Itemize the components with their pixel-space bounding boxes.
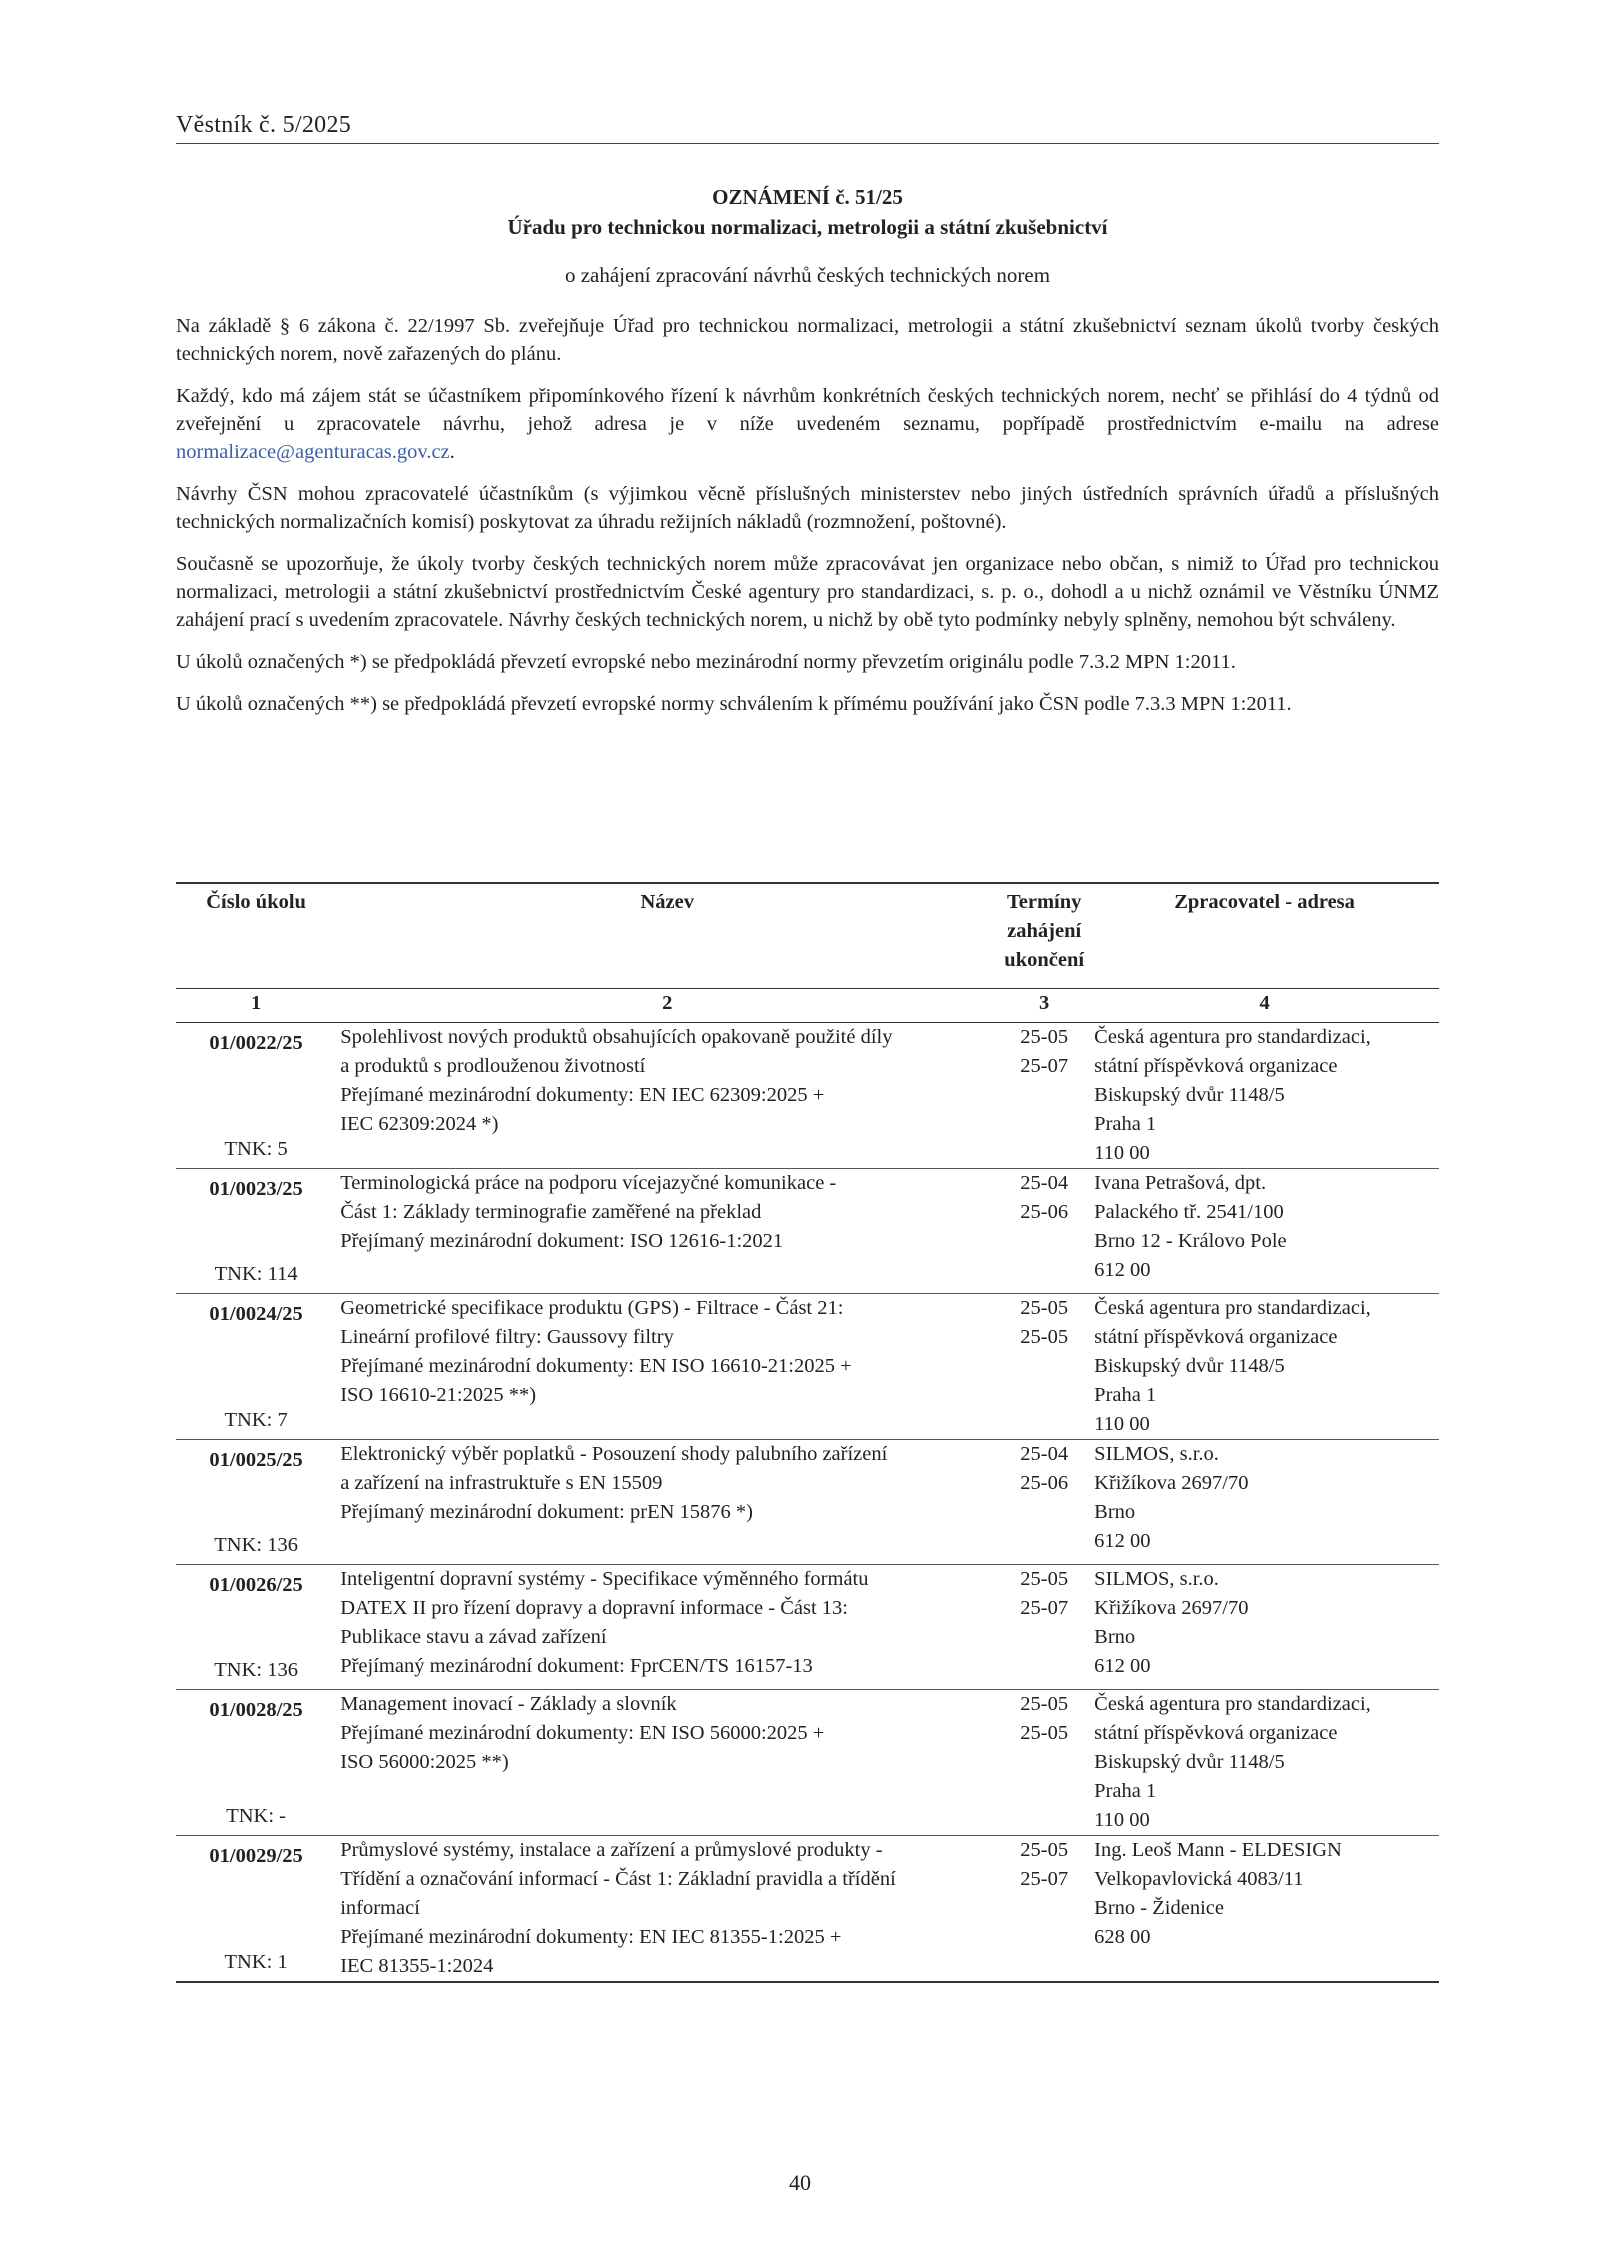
task-end-date: 25-05 xyxy=(1020,1326,1069,1348)
task-id-cell xyxy=(176,1023,336,1169)
table-row xyxy=(176,1836,1439,1983)
processor-address-line: státní příspěvková organizace xyxy=(1094,1722,1338,1744)
task-id: 01/0028/25 xyxy=(209,1699,303,1721)
paragraph-2 xyxy=(176,382,1439,466)
processor-address-line: Ing. Leoš Mann - ELDESIGN xyxy=(1094,1839,1342,1861)
column-number: 2 xyxy=(662,992,673,1014)
task-end-date: 25-07 xyxy=(1020,1868,1069,1890)
announcement-title xyxy=(176,182,1439,242)
table-row xyxy=(176,1565,1439,1690)
processor-address-line: Biskupský dvůr 1148/5 xyxy=(1094,1084,1285,1106)
task-dates-cell xyxy=(998,1169,1090,1294)
processor-address-line: Brno xyxy=(1094,1501,1136,1523)
task-start-date: 25-05 xyxy=(1020,1693,1069,1715)
task-name-line: DATEX II pro řízení dopravy a dopravní informace - Část 13: xyxy=(340,1597,848,1619)
task-name-cell xyxy=(336,1294,998,1440)
header-task-number: Číslo úkolu xyxy=(206,891,306,913)
email-link[interactable]: normalizace@agenturacas.gov.cz xyxy=(176,441,450,463)
task-name-line: Management inovací - Základy a slovník xyxy=(340,1693,677,1715)
task-id: 01/0023/25 xyxy=(209,1178,303,1200)
task-name-line: Terminologická práce na podporu vícejazyčné komunikace - xyxy=(340,1172,837,1194)
column-number-row xyxy=(176,989,1439,1023)
processor-address-line: Biskupský dvůr 1148/5 xyxy=(1094,1355,1285,1377)
task-processor-cell xyxy=(1090,1169,1439,1294)
task-name-line: Část 1: Základy terminografie zaměřené na překlad xyxy=(340,1201,762,1223)
task-name-line: Geometrické specifikace produktu (GPS) - Filtrace - Část 21: xyxy=(340,1297,844,1319)
task-id-cell xyxy=(176,1294,336,1440)
task-tnk: TNK: 1 xyxy=(224,1951,288,1973)
processor-address-line: Praha 1 xyxy=(1094,1780,1157,1802)
task-name-line: a zařízení na infrastruktuře s EN 15509 xyxy=(340,1472,663,1494)
processor-address-line: Česká agentura pro standardizaci, xyxy=(1094,1297,1371,1319)
header-dates xyxy=(998,883,1090,989)
processor-address-line: Velkopavlovická 4083/11 xyxy=(1094,1868,1304,1890)
task-name-line: Spolehlivost nových produktů obsahujících opakovaně použité díly xyxy=(340,1026,893,1048)
paragraph-4: Současně se upozorňuje, že úkoly tvorby českých technických norem může zpracovávat jen organizace nebo občan, s nimiž to Úřad pro technickou normalizaci, metrologii a státní zkušebnictví prostřednictvím České agentury pro standardizaci, s. p. o., dohodl a u nichž oznámil ve Věstníku ÚNMZ zahájení prací s uvedením zpracovatele. Návrhy českých technických norem, u nichž by obě tyto podmínky nebyly splněny, nemohou být schváleny. xyxy=(176,553,1439,631)
processor-address-line: 612 00 xyxy=(1094,1259,1151,1281)
header-dates-line-3: ukončení xyxy=(1004,949,1085,971)
processor-address-line: státní příspěvková organizace xyxy=(1094,1326,1338,1348)
task-dates-cell xyxy=(998,1565,1090,1690)
task-dates-cell xyxy=(998,1836,1090,1983)
task-name-cell xyxy=(336,1836,998,1983)
task-processor-cell xyxy=(1090,1836,1439,1983)
table-body xyxy=(176,1023,1439,1983)
task-id: 01/0025/25 xyxy=(209,1449,303,1471)
task-name-line: Přejímaný mezinárodní dokument: prEN 15876 *) xyxy=(340,1501,753,1523)
task-name-line: ISO 16610-21:2025 **) xyxy=(340,1384,537,1406)
task-name-line: ISO 56000:2025 **) xyxy=(340,1751,509,1773)
task-end-date: 25-06 xyxy=(1020,1201,1069,1223)
task-tnk: TNK: 114 xyxy=(214,1263,298,1285)
processor-address-line: Česká agentura pro standardizaci, xyxy=(1094,1026,1371,1048)
processor-address-line: Biskupský dvůr 1148/5 xyxy=(1094,1751,1285,1773)
processor-address-line: SILMOS, s.r.o. xyxy=(1094,1568,1219,1590)
task-end-date: 25-07 xyxy=(1020,1597,1069,1619)
processor-address-line: 612 00 xyxy=(1094,1655,1151,1677)
processor-address-line: Křižíkova 2697/70 xyxy=(1094,1472,1249,1494)
task-name-cell xyxy=(336,1690,998,1836)
table-row xyxy=(176,1169,1439,1294)
task-dates-cell xyxy=(998,1023,1090,1169)
table-row xyxy=(176,1690,1439,1836)
table-row xyxy=(176,1023,1439,1169)
table-row xyxy=(176,1440,1439,1565)
processor-address-line: 110 00 xyxy=(1094,1809,1150,1831)
task-name-line: Třídění a označování informací - Část 1: Základní pravidla a třídění xyxy=(340,1868,896,1890)
processor-address-line: Praha 1 xyxy=(1094,1384,1157,1406)
task-name-line: Inteligentní dopravní systémy - Specifikace výměnného formátu xyxy=(340,1568,869,1590)
task-start-date: 25-05 xyxy=(1020,1839,1069,1861)
processor-address-line: 110 00 xyxy=(1094,1142,1150,1164)
processor-address-line: 612 00 xyxy=(1094,1530,1151,1552)
task-name-line: Přejímané mezinárodní dokumenty: EN ISO 16610-21:2025 + xyxy=(340,1355,852,1377)
task-tnk: TNK: 136 xyxy=(214,1534,298,1556)
running-head: Věstník č. 5/2025 xyxy=(176,112,1439,144)
paragraph-2-suffix: . xyxy=(449,441,455,463)
task-id: 01/0029/25 xyxy=(209,1845,303,1867)
task-name-line: Publikace stavu a závad zařízení xyxy=(340,1626,607,1648)
task-name-cell xyxy=(336,1440,998,1565)
page-number: 40 xyxy=(789,2170,811,2195)
task-dates-cell xyxy=(998,1294,1090,1440)
paragraph-3: Návrhy ČSN mohou zpracovatelé účastníkům (s výjimkou věcně příslušných ministerstev nebo jiných ústředních správních úřadů a příslušných technických normalizačních komisí) poskytovat za úhradu režijních nákladů (rozmnožení, poštovné). xyxy=(176,483,1439,533)
task-name-cell xyxy=(336,1023,998,1169)
task-id: 01/0024/25 xyxy=(209,1303,303,1325)
processor-address-line: Brno xyxy=(1094,1626,1136,1648)
task-name-line: a produktů s prodlouženou životností xyxy=(340,1055,646,1077)
task-name-line: Přejímané mezinárodní dokumenty: EN IEC 62309:2025 + xyxy=(340,1084,825,1106)
column-number: 1 xyxy=(250,992,262,1014)
header-processor-address: Zpracovatel - adresa xyxy=(1174,891,1355,913)
paragraph-2-text: Každý, kdo má zájem stát se účastníkem připomínkového řízení k návrhům konkrétních českých technických norem, nechť se přihlásí do 4 týdnů od zveřejnění u zpracovatele návrhu, jehož adresa je v níže uvedeném seznamu, popřípadě prostřednictvím e-mailu na adrese xyxy=(176,385,1439,435)
processor-address-line: Křižíkova 2697/70 xyxy=(1094,1597,1249,1619)
task-name-cell xyxy=(336,1169,998,1294)
task-tnk: TNK: 136 xyxy=(214,1659,298,1681)
task-dates-cell xyxy=(998,1440,1090,1565)
task-end-date: 25-07 xyxy=(1020,1055,1069,1077)
processor-address-line: 110 00 xyxy=(1094,1413,1150,1435)
task-id-cell xyxy=(176,1836,336,1983)
task-name-line: Přejímané mezinárodní dokumenty: EN IEC 81355-1:2025 + xyxy=(340,1926,842,1948)
task-tnk: TNK: 5 xyxy=(224,1138,288,1160)
processor-address-line: Ivana Petrašová, dpt. xyxy=(1094,1172,1267,1194)
task-processor-cell xyxy=(1090,1440,1439,1565)
task-name-line: IEC 62309:2024 *) xyxy=(340,1113,499,1135)
task-id-cell xyxy=(176,1169,336,1294)
task-start-date: 25-05 xyxy=(1020,1297,1069,1319)
task-name-line: Průmyslové systémy, instalace a zařízení a průmyslové produkty - xyxy=(340,1839,883,1861)
task-id: 01/0026/25 xyxy=(209,1574,303,1596)
task-end-date: 25-05 xyxy=(1020,1722,1069,1744)
processor-address-line: státní příspěvková organizace xyxy=(1094,1055,1338,1077)
title-line-2: Úřadu pro technickou normalizaci, metrologii a státní zkušebnictví xyxy=(507,215,1108,239)
task-id-cell xyxy=(176,1440,336,1565)
document-page xyxy=(176,112,1439,1977)
table-row xyxy=(176,1294,1439,1440)
task-name-line: Elektronický výběr poplatků - Posouzení shody palubního zařízení xyxy=(340,1443,888,1465)
column-number: 4 xyxy=(1259,992,1270,1014)
header-dates-line-1: Termíny xyxy=(1006,891,1082,913)
task-start-date: 25-04 xyxy=(1020,1172,1069,1194)
task-start-date: 25-05 xyxy=(1020,1568,1069,1590)
column-number: 3 xyxy=(1039,992,1050,1014)
task-name-line: Přejímaný mezinárodní dokument: ISO 12616-1:2021 xyxy=(340,1230,784,1252)
paragraph-6: U úkolů označených **) se předpokládá převzetí evropské normy schválením k přímému používání jako ČSN podle 7.3.3 MPN 1:2011. xyxy=(176,693,1292,715)
task-processor-cell xyxy=(1090,1294,1439,1440)
task-processor-cell xyxy=(1090,1023,1439,1169)
processor-address-line: Česká agentura pro standardizaci, xyxy=(1094,1693,1371,1715)
tasks-table xyxy=(176,882,1439,1983)
paragraph-5: U úkolů označených *) se předpokládá převzetí evropské nebo mezinárodní normy převzetím originálu podle 7.3.2 MPN 1:2011. xyxy=(176,651,1236,673)
task-name-line: Lineární profilové filtry: Gaussovy filtry xyxy=(340,1326,674,1348)
task-name-line: Přejímaný mezinárodní dokument: FprCEN/TS 16157-13 xyxy=(340,1655,813,1677)
task-start-date: 25-05 xyxy=(1020,1026,1069,1048)
processor-address-line: Brno - Židenice xyxy=(1094,1897,1224,1919)
task-start-date: 25-04 xyxy=(1020,1443,1069,1465)
header-dates-line-2: zahájení xyxy=(1007,920,1082,942)
task-end-date: 25-06 xyxy=(1020,1472,1069,1494)
task-tnk: TNK: 7 xyxy=(224,1409,288,1431)
task-dates-cell xyxy=(998,1690,1090,1836)
table-header-row xyxy=(176,883,1439,989)
task-id-cell xyxy=(176,1565,336,1690)
task-name-line: Přejímané mezinárodní dokumenty: EN ISO 56000:2025 + xyxy=(340,1722,825,1744)
task-tnk: TNK: - xyxy=(226,1805,286,1827)
processor-address-line: SILMOS, s.r.o. xyxy=(1094,1443,1219,1465)
task-name-cell xyxy=(336,1565,998,1690)
task-processor-cell xyxy=(1090,1690,1439,1836)
task-id: 01/0022/25 xyxy=(209,1032,303,1054)
task-id-cell xyxy=(176,1690,336,1836)
paragraph-1: Na základě § 6 zákona č. 22/1997 Sb. zveřejňuje Úřad pro technickou normalizaci, metrologii a státní zkušebnictví seznam úkolů tvorby českých technických norem, nově zařazených do plánu. xyxy=(176,315,1439,365)
processor-address-line: Brno 12 - Královo Pole xyxy=(1094,1230,1287,1252)
task-processor-cell xyxy=(1090,1565,1439,1690)
title-line-1: OZNÁMENÍ č. 51/25 xyxy=(712,185,903,209)
announcement-subtitle: o zahájení zpracování návrhů českých technických norem xyxy=(564,263,1051,287)
header-name: Název xyxy=(640,891,694,913)
task-name-line: informací xyxy=(340,1897,420,1919)
processor-address-line: Praha 1 xyxy=(1094,1113,1157,1135)
processor-address-line: Palackého tř. 2541/100 xyxy=(1094,1201,1284,1223)
processor-address-line: 628 00 xyxy=(1094,1926,1151,1948)
task-name-line: IEC 81355-1:2024 xyxy=(340,1955,494,1977)
